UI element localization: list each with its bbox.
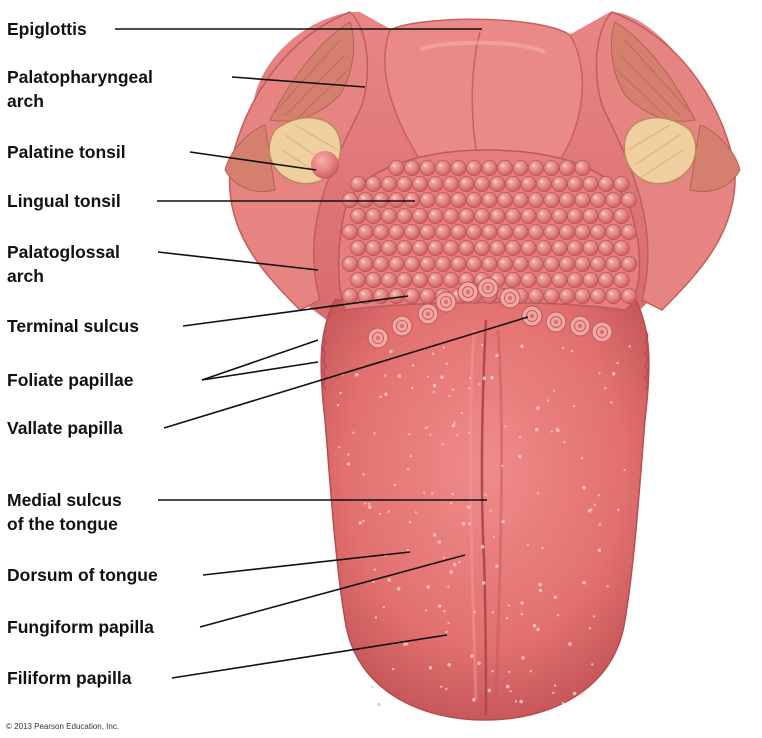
tonsil-bump xyxy=(358,256,373,271)
label-dorsum-of-tongue: Dorsum of tongue xyxy=(7,565,158,585)
tonsil-bump xyxy=(490,240,505,255)
tonsil-bump xyxy=(373,288,388,303)
tonsil-bump xyxy=(614,240,629,255)
copyright-notice: © 2013 Pearson Education, Inc. xyxy=(6,722,120,731)
tonsil-bump xyxy=(521,208,536,223)
tonsil-bump xyxy=(575,288,590,303)
label-lingual-tonsil: Lingual tonsil xyxy=(7,191,121,211)
tonsil-bump xyxy=(544,256,559,271)
tonsil-bump xyxy=(567,272,582,287)
tonsil-bump xyxy=(381,176,396,191)
tonsil-bump xyxy=(559,192,574,207)
tonsil-bump xyxy=(598,176,613,191)
tonsil-bump xyxy=(451,224,466,239)
tonsil-bump xyxy=(443,272,458,287)
tonsil-bump xyxy=(350,176,365,191)
tonsil-bump xyxy=(404,224,419,239)
tonsil-bump xyxy=(497,224,512,239)
tonsil-bump xyxy=(420,160,435,175)
label-filiform-papilla: Filiform papilla xyxy=(7,668,132,688)
tonsil-bump xyxy=(451,256,466,271)
tonsil-bump xyxy=(606,288,621,303)
tonsil-bump xyxy=(389,288,404,303)
tonsil-bump xyxy=(606,256,621,271)
tonsil-bump xyxy=(389,192,404,207)
tonsil-bump xyxy=(567,208,582,223)
leader-foliate-1 xyxy=(202,340,318,380)
tonsil-bump xyxy=(389,224,404,239)
tonsil-bump xyxy=(482,192,497,207)
tonsil-bump xyxy=(451,192,466,207)
tonsil-bump xyxy=(513,160,528,175)
tonsil-bump xyxy=(528,160,543,175)
tonsil-bump xyxy=(459,176,474,191)
tonsil-bump xyxy=(583,176,598,191)
tonsil-bump xyxy=(575,192,590,207)
tonsil-bump xyxy=(505,272,520,287)
tonsil-bump xyxy=(443,176,458,191)
tonsil-bump xyxy=(583,272,598,287)
tonsil-bump xyxy=(490,208,505,223)
tonsil-bump xyxy=(404,160,419,175)
tonsil-bump xyxy=(583,208,598,223)
tonsil-bump xyxy=(420,224,435,239)
tonsil-bump xyxy=(598,208,613,223)
tonsil-bump xyxy=(350,208,365,223)
tonsil-bump xyxy=(428,240,443,255)
tonsil-bump xyxy=(536,176,551,191)
tonsil-bump xyxy=(389,160,404,175)
tonsil-bump xyxy=(366,208,381,223)
tonsil-bump xyxy=(412,176,427,191)
tonsil-bump xyxy=(482,224,497,239)
tonsil-bump xyxy=(528,256,543,271)
tonsil-bump xyxy=(614,272,629,287)
tonsil-bump xyxy=(567,240,582,255)
tonsil-bump xyxy=(466,192,481,207)
tonsil-bump xyxy=(412,272,427,287)
tonsil-bump xyxy=(358,224,373,239)
tonsil-bump xyxy=(544,160,559,175)
label-foliate-papillae: Foliate papillae xyxy=(7,370,134,390)
tonsil-bump xyxy=(575,224,590,239)
tonsil-bump xyxy=(342,224,357,239)
label-vallate-papilla: Vallate papilla xyxy=(7,418,123,438)
tonsil-bump xyxy=(350,272,365,287)
tonsil-bump xyxy=(435,224,450,239)
tonsil-bump xyxy=(428,272,443,287)
tonsil-bump xyxy=(536,240,551,255)
tonsil-bump xyxy=(435,192,450,207)
tonsil-bump xyxy=(474,208,489,223)
tonsil-bump xyxy=(420,288,435,303)
tonsil-bump xyxy=(497,256,512,271)
epiglottis xyxy=(385,19,583,160)
tonsil-bump xyxy=(528,224,543,239)
tonsil-bump xyxy=(459,208,474,223)
tonsil-bump xyxy=(544,224,559,239)
tonsil-bump xyxy=(443,240,458,255)
tonsil-bump xyxy=(412,240,427,255)
tonsil-bump xyxy=(621,288,636,303)
tonsil-bump xyxy=(513,224,528,239)
tonsil-bump xyxy=(358,192,373,207)
tonsil-bump xyxy=(342,288,357,303)
tonsil-bump xyxy=(559,288,574,303)
tonsil-bump xyxy=(505,208,520,223)
tonsil-bump xyxy=(606,192,621,207)
tonsil-bump xyxy=(451,160,466,175)
tonsil-bump xyxy=(521,240,536,255)
tonsil-bump xyxy=(397,240,412,255)
label-palatopharyngeal-arch: Palatopharyngeal arch xyxy=(7,67,153,111)
tonsil-bump xyxy=(428,208,443,223)
tonsil-bump xyxy=(614,176,629,191)
label-palatine-tonsil: Palatine tonsil xyxy=(7,142,126,162)
tonsil-bump xyxy=(474,176,489,191)
tonsil-bump xyxy=(459,240,474,255)
tonsil-bump xyxy=(505,240,520,255)
tonsil-bump xyxy=(536,272,551,287)
tonsil-bump xyxy=(590,256,605,271)
tonsil-bump xyxy=(621,192,636,207)
tonsil-bump xyxy=(350,240,365,255)
tonsil-bump xyxy=(521,272,536,287)
tonsil-bump xyxy=(397,208,412,223)
tonsil-bump xyxy=(381,272,396,287)
tonsil-bump xyxy=(381,240,396,255)
label-terminal-sulcus: Terminal sulcus xyxy=(7,316,139,336)
tonsil-bump xyxy=(598,272,613,287)
tonsil-bump xyxy=(397,272,412,287)
tonsil-bump xyxy=(552,208,567,223)
tonsil-bump xyxy=(490,176,505,191)
tonsil-bump xyxy=(614,208,629,223)
tonsil-bump xyxy=(466,224,481,239)
tonsil-bump xyxy=(412,208,427,223)
label-epiglottis: Epiglottis xyxy=(7,19,87,39)
tonsil-bump xyxy=(590,288,605,303)
tonsil-bump xyxy=(342,192,357,207)
tonsil-bump xyxy=(366,176,381,191)
leader-foliate-2 xyxy=(202,362,318,380)
tonsil-bump xyxy=(575,256,590,271)
tonsil-bump xyxy=(443,208,458,223)
tonsil-bump xyxy=(583,240,598,255)
tonsil-bump xyxy=(544,192,559,207)
tonsil-bump xyxy=(559,160,574,175)
tonsil-bump xyxy=(552,272,567,287)
tonsil-bump xyxy=(497,160,512,175)
tonsil-bump xyxy=(544,288,559,303)
tonsil-bump xyxy=(621,256,636,271)
tonsil-bump xyxy=(397,176,412,191)
tonsil-bump xyxy=(598,240,613,255)
tonsil-bump xyxy=(559,256,574,271)
tonsil-bump xyxy=(621,224,636,239)
label-fungiform-papilla: Fungiform papilla xyxy=(7,617,154,637)
tonsil-bump xyxy=(466,256,481,271)
tonsil-bump xyxy=(528,288,543,303)
tonsil-bump xyxy=(420,192,435,207)
tonsil-bump xyxy=(404,192,419,207)
tonsil-bump xyxy=(474,240,489,255)
label-medial-sulcus: Medial sulcus of the tongue xyxy=(7,490,122,534)
tonsil-bump xyxy=(528,192,543,207)
tonsil-bump xyxy=(536,208,551,223)
tonsil-bump xyxy=(505,176,520,191)
tonsil-bump xyxy=(482,256,497,271)
tonsil-bump xyxy=(373,256,388,271)
tonsil-bump xyxy=(606,224,621,239)
right-palatine-tonsil xyxy=(624,118,695,184)
tonsil-bump xyxy=(342,256,357,271)
tonsil-bump xyxy=(373,224,388,239)
tonsil-bump xyxy=(482,160,497,175)
tonsil-bump xyxy=(575,160,590,175)
tonsil-bump xyxy=(420,256,435,271)
tonsil-bump xyxy=(428,176,443,191)
tonsil-bump xyxy=(559,224,574,239)
tonsil-bump xyxy=(373,192,388,207)
tonsil-bump xyxy=(435,160,450,175)
tonsil-bump xyxy=(389,256,404,271)
tonsil-bump xyxy=(466,160,481,175)
tonsil-bump xyxy=(513,192,528,207)
tonsil-bump xyxy=(513,256,528,271)
tonsil-bump xyxy=(404,256,419,271)
tonsil-bump xyxy=(497,192,512,207)
tonsil-bump xyxy=(435,256,450,271)
tonsil-bump xyxy=(381,208,396,223)
label-palatoglossal-arch: Palatoglossal arch xyxy=(7,242,120,286)
tonsil-bump xyxy=(521,176,536,191)
tonsil-bump xyxy=(590,224,605,239)
tonsil-bump xyxy=(552,176,567,191)
tonsil-bump xyxy=(567,176,582,191)
tonsil-bump xyxy=(366,272,381,287)
tonsil-bump xyxy=(552,240,567,255)
tonsil-bump xyxy=(590,192,605,207)
tonsil-bump xyxy=(366,240,381,255)
